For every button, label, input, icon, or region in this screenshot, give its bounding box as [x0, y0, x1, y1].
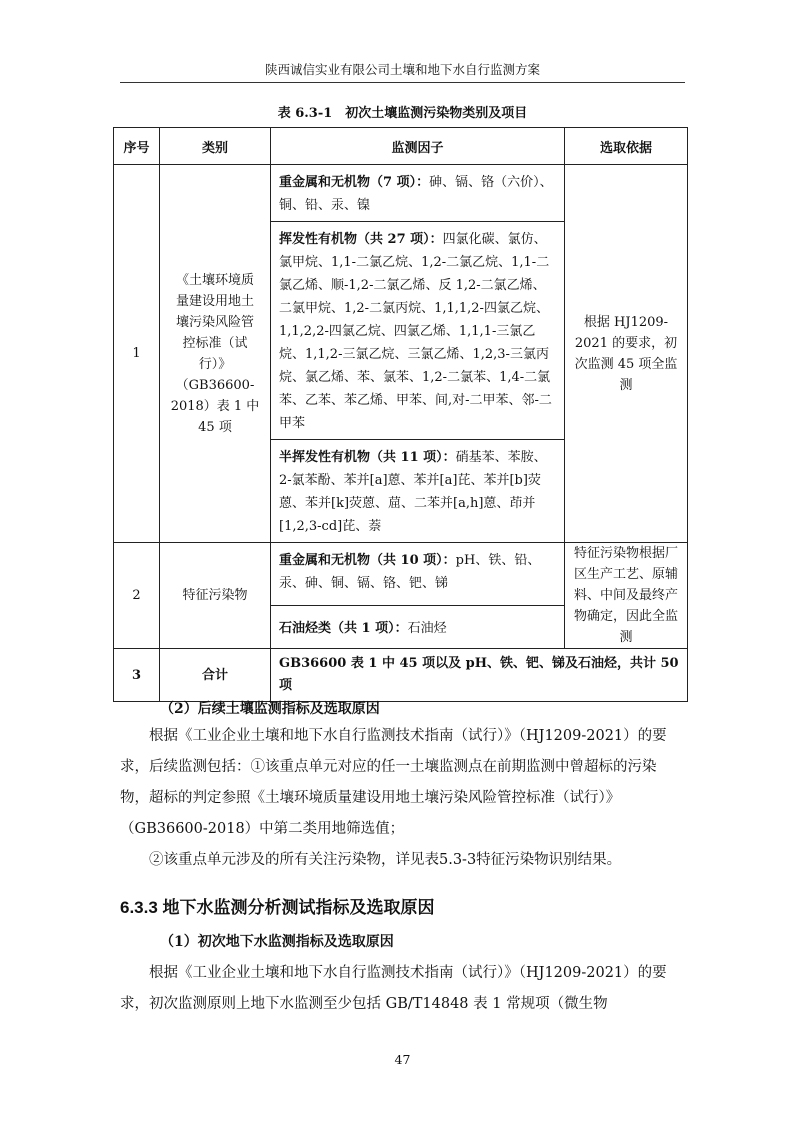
row3-category: 合计 [160, 649, 271, 702]
header-category: 类别 [160, 128, 271, 165]
paragraph-followup-2: ②该重点单元涉及的所有关注污染物，详见表5.3-3特征污染物识别结果。 [149, 852, 622, 868]
row1-no: 1 [114, 165, 160, 543]
section-heading: 6.3.3 地下水监测分析测试指标及选取原因 [120, 898, 435, 917]
row2-category: 特征污染物 [160, 543, 271, 649]
table-header-row [114, 128, 688, 165]
row3-total-text: GB36600 表 1 中 45 项以及 pH、铁、钯、锑及石油烃，共计 50 项 [271, 649, 688, 702]
header-basis: 选取依据 [565, 128, 688, 165]
sub-heading-groundwater: （1）初次地下水监测指标及选取原因 [160, 934, 394, 950]
table-row [114, 165, 688, 222]
row2-factor-metals [271, 543, 565, 606]
paragraph-groundwater-1: 根据《工业企业土壤和地下水自行监测技术指南（试行）》（HJ1209-2021）的要求，初次监测原则上地下水监测至少包括 GB/T14848 表 1 常规项（微生物 [120, 965, 667, 1012]
paragraph-followup-1: 根据《工业企业土壤和地下水自行监测技术指南（试行）》（HJ1209-2021）的要求，后续监测包括：①该重点单元对应的任一土壤监测点在前期监测中曾超标的污染物，超标的判定参照《土壤环境质量建设用地土壤污染风险管控标准（试行）》（GB36600-2018）中第二类用地筛选值； [120, 728, 667, 837]
row1-factor-svoc-text: 硝基苯、苯胺、2-氯苯酚、苯并[a]蒽、苯并[a]芘、苯并[b]荧蒽、苯并[k]荧蒽、䓛、二苯并[a,h]蒽、茚并[1,2,3-cd]芘、萘 [279, 450, 547, 534]
row1-basis: 根据 HJ1209-2021 的要求，初次监测 45 项全监测 [565, 165, 688, 543]
row2-factor-petroleum-text: 石油烃 [407, 620, 447, 636]
table-caption: 表 6.3-1 初次土壤监测污染物类别及项目 [277, 106, 528, 121]
row1-factor-metals-text: 砷、镉、铬（六价）、铜、铅、汞、镍 [279, 175, 553, 213]
row1-factor-voc [271, 222, 565, 440]
page-number: 47 [394, 1052, 411, 1067]
row2-factor-petroleum-title: 石油烃类（共 1 项）： [279, 620, 408, 636]
row2-factor-metals-text: pH、铁、铅、汞、砷、铜、镉、铬、钯、锑 [279, 553, 541, 591]
header-divider [120, 82, 685, 83]
sub-heading-followup-soil: （2）后续土壤监测指标及选取原因 [160, 701, 380, 717]
row2-factor-metals-title: 重金属和无机物（共 10 项）： [279, 553, 456, 568]
row1-factor-voc-text: 四氯化碳、氯仿、氯甲烷、1,1-二氯乙烷、1,2-二氯乙烷、1,1-二氯乙烯、顺-1,2-二氯乙烯、反 1,2-二氯乙烯、二氯甲烷、1,2-二氯丙烷、1,1,1,2-四氯乙烷、1,1,2,2-四氯乙烷、四氯乙烯、1,1,1-三氯乙烷、1,1,2-三氯乙烷、三氯乙烯、1,2,3-三氯丙烷、氯乙烯、苯、氯苯、1,2-二氯苯、1,4-二氯苯、乙苯、苯乙烯、甲苯、间,对-二甲苯、邻-二甲苯 [279, 232, 552, 431]
monitoring-table [113, 127, 688, 702]
row1-factor-svoc [271, 440, 565, 543]
row1-factor-metals-title: 重金属和无机物（7 项）： [279, 175, 430, 190]
paragraph-followup [120, 721, 685, 876]
row1-factor-metals [271, 165, 565, 222]
running-header: 陕西诚信实业有限公司土壤和地下水自行监测方案 [264, 62, 540, 77]
header-factor: 监测因子 [271, 128, 565, 165]
paragraph-groundwater [120, 958, 685, 1020]
table-row [114, 543, 688, 606]
table-row [114, 649, 688, 702]
row2-basis: 特征污染物根据厂区生产工艺、原辅料、中间及最终产物确定，因此全监测 [565, 543, 688, 649]
row2-no: 2 [114, 543, 160, 649]
row1-factor-voc-title: 挥发性有机物（共 27 项）： [279, 232, 443, 247]
header-no: 序号 [114, 128, 160, 165]
row3-no: 3 [114, 649, 160, 702]
row1-category: 《土壤环境质量建设用地土壤污染风险管控标准（试行）》（GB36600-2018）表 1 中 45 项 [160, 165, 271, 543]
row2-factor-petroleum [271, 606, 565, 649]
row1-factor-svoc-title: 半挥发性有机物（共 11 项）： [279, 450, 456, 465]
